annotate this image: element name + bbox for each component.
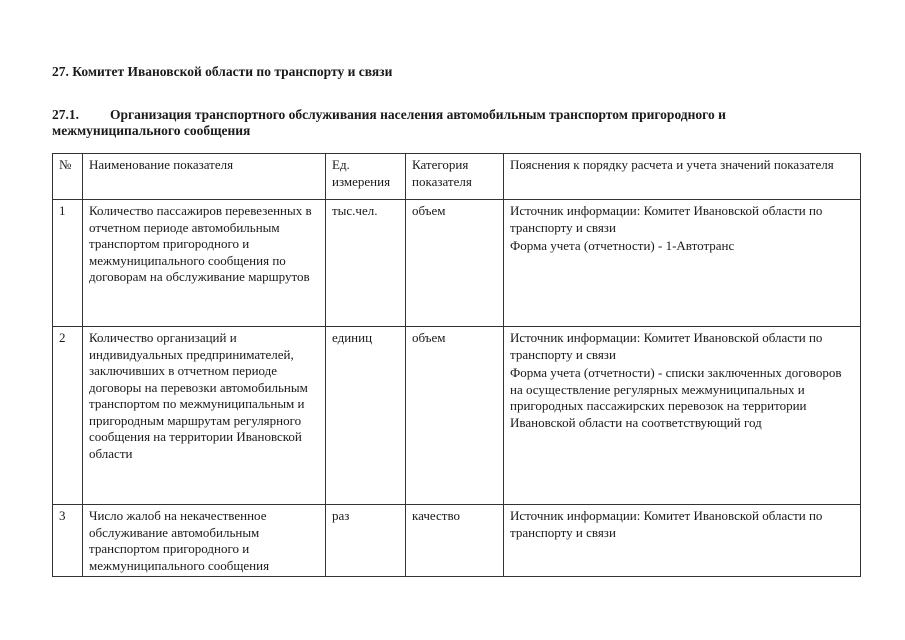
header-num: № [53,154,83,200]
row-description [504,327,861,505]
row-form: Форма учета (отчетности) - 1-Автотранс [510,238,735,253]
row-category: объем [406,327,504,505]
header-unit: Ед. измерения [326,154,406,200]
row-unit: раз [326,505,406,577]
row-unit: единиц [326,327,406,505]
row-description [504,200,861,327]
row-category: объем [406,200,504,327]
section-title: 27. Комитет Ивановской области по транспорту и связи [52,64,393,79]
row-category: качество [406,505,504,577]
table-row [53,200,861,327]
row-unit: тыс.чел. [326,200,406,327]
subsection-heading [52,107,852,139]
table-row [53,505,861,577]
row-source: Источник информации: Комитет Ивановской области по транспорту и связи [510,330,823,362]
table-row [53,327,861,505]
row-name: Количество пассажиров перевезенных в отчетном периоде автомобильным транспортом пригородного и межмуниципального сообщения по договорам на обслуживание маршрутов [83,200,326,327]
header-category: Категория показателя [406,154,504,200]
header-description: Пояснения к порядку расчета и учета значений показателя [504,154,861,200]
indicators-table [52,153,861,577]
row-name: Количество организаций и индивидуальных предпринимателей, заключивших в отчетном периоде договоры на перевозки автомобильным транспортом по межмуниципальным и пригородным маршрутам регулярного сообщения на территории Ивановской области [83,327,326,505]
row-num: 1 [53,200,83,327]
row-form: Форма учета (отчетности) - списки заключенных договоров на осуществление регулярных межмуниципальных и пригородных пассажирских перевозок на территории Ивановской области на соответствующий год [510,365,842,430]
row-name: Число жалоб на некачественное обслуживание автомобильным транспортом пригородного и межмуниципального сообщения [83,505,326,577]
row-description [504,505,861,577]
subsection-number: 27.1. [52,107,79,122]
row-num: 3 [53,505,83,577]
header-name: Наименование показателя [83,154,326,200]
table-header-row [53,154,861,200]
row-source: Источник информации: Комитет Ивановской области по транспорту и связи [510,508,823,540]
row-num: 2 [53,327,83,505]
subsection-title: Организация транспортного обслуживания населения автомобильным транспортом пригородного и межмуниципального сообщения [52,107,726,138]
row-source: Источник информации: Комитет Ивановской области по транспорту и связи [510,203,823,235]
